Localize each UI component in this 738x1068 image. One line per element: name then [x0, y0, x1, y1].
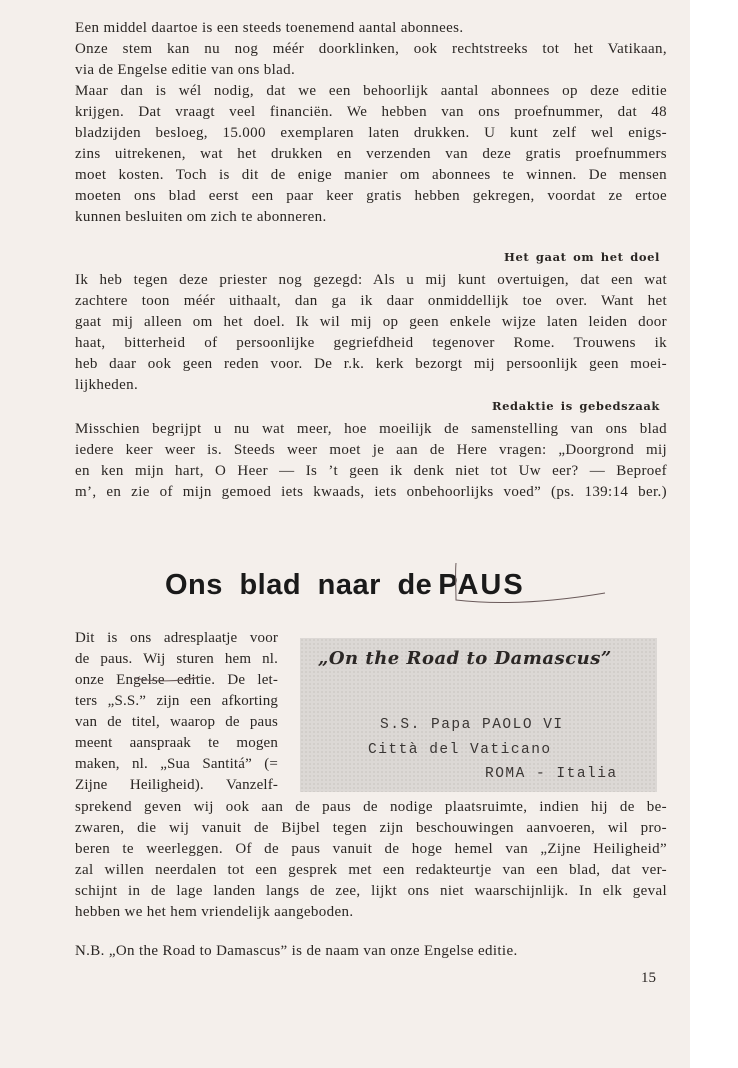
text-line: lijkheden. — [75, 377, 139, 393]
text-line: zwaren, die wij vanuit de Bijbel tegen zijn beschouwingen aanvoeren, wil pro- — [75, 820, 667, 836]
text-line: heb daar ook geen reden voor. De r.k. kerk bezorgt mij persoonlijk geen moei- — [75, 356, 667, 372]
label-address-line: ROMA - Italia — [485, 766, 618, 782]
text-line: kunnen besluiten om zich te abonneren. — [75, 209, 327, 225]
text-line: Ik heb tegen deze priester nog gezegd: Als u mij kunt overtuigen, dat een wat — [75, 272, 667, 288]
text-line: m’, en zie of mijn gemoed iets kwaads, iets onbehoorlijks voed” (ps. 139:14 ber.) — [75, 484, 667, 500]
text-line: krijgen. Dat vraagt veel financiën. We hebben van ons proefnummer, dat 48 — [75, 104, 667, 120]
text-line: ters „S.S.” zijn een afkorting — [75, 693, 278, 709]
text-line: van de titel, waarop de paus — [75, 714, 278, 730]
label-address-line: S.S. Papa PAOLO VI — [380, 717, 564, 733]
text-line: hebben we het hem vriendelijk aangeboden. — [75, 904, 354, 920]
section-doel-paragraph — [75, 270, 667, 396]
text-line: meent aanspraak te mogen — [75, 735, 278, 751]
intro-paragraphs — [75, 18, 667, 228]
text-line: Misschien begrijpt u nu wat meer, hoe moeilijk de samenstelling van ons blad — [75, 421, 667, 437]
text-line: Dit is ons adresplaatje voor — [75, 630, 278, 646]
text-line: onze Engelse editie. De let- — [75, 672, 278, 688]
continued-paragraph — [75, 797, 667, 923]
text-line: zins uitrekenen, wat het drukken en verzenden van deze gratis proefnummers — [75, 146, 667, 162]
text-line: schijnt in de lage landen langs de zee, lijkt ons niet waarschijnlijk. In elk geval — [75, 883, 667, 899]
section-redaktie-paragraph — [75, 419, 667, 503]
page-number: 15 — [641, 970, 656, 986]
text-line: moet kosten. Toch is dit de enige manier om abonnees te winnen. De mensen — [75, 167, 667, 183]
column-paragraph — [75, 628, 278, 796]
address-label-image — [300, 638, 657, 792]
text-line: zal willen neerdalen tot een gesprek met een redakteurtje van een blad, dat ver- — [75, 862, 667, 878]
label-address-line: Città del Vaticano — [368, 742, 552, 758]
pencil-underline-icon — [133, 675, 203, 685]
text-line: haat, bitterheid of persoonlijke gegriefdheid tegenover Rome. Trouwens ik — [75, 335, 667, 351]
label-script-title: „On the Road to Damascus” — [318, 648, 612, 669]
text-line: de paus. Wij sturen hem nl. — [75, 651, 278, 667]
pencil-mark-icon — [450, 560, 620, 610]
text-line: iedere keer weer is. Steeds weer moet je aan de Here vragen: „Doorgrond mij — [75, 442, 667, 458]
text-line: moeten ons blad eerst een paar keer gratis hebben gekregen, voordat ze ertoe — [75, 188, 667, 204]
text-line: gaat mij alleen om het doel. Ik wil mij op geen enkele wijze laten leiden door — [75, 314, 667, 330]
text-line: maken, nl. „Sua Santitá” (= — [75, 756, 278, 772]
subheading-het-gaat-om-het-doel: Het gaat om het doel — [504, 250, 660, 264]
text-line: Onze stem kan nu nog méér doorklinken, ook rechtstreeks tot het Vatikaan, — [75, 41, 667, 57]
text-line: beren te weerleggen. Of de paus vanuit de hoge hemel van „Zijne Heiligheid” — [75, 841, 667, 857]
text-line: Maar dan is wél nodig, dat we een behoorlijk aantal abonnees op deze editie — [75, 83, 667, 99]
title-highlight: PAUS — [438, 569, 525, 601]
title-main: Ons blad naar de — [165, 569, 433, 601]
text-line: Zijne Heiligheid). Vanzelf- — [75, 777, 278, 793]
text-line: en ken mijn hart, O Heer — Is ’t geen ik denk niet tot Uw eer? — Beproef — [75, 463, 667, 479]
text-line: bladzijden besloeg, 15.000 exemplaren laten drukken. U kunt zelf wel enigs- — [75, 125, 667, 141]
text-line: Een middel daartoe is een steeds toenemend aantal abonnees. — [75, 20, 464, 36]
subheading-redaktie: Redaktie is gebedszaak — [491, 399, 660, 413]
text-line: via de Engelse editie van ons blad. — [75, 62, 296, 78]
footnote: N.B. „On the Road to Damascus” is de naam van onze Engelse editie. — [75, 943, 518, 959]
text-line: zachtere toon méér uithaalt, dan ga ik daar onmiddellijk toe over. Want het — [75, 293, 667, 309]
text-line: sprekend geven wij ook aan de paus de nodige plaatsruimte, indien hij de be- — [75, 799, 667, 815]
